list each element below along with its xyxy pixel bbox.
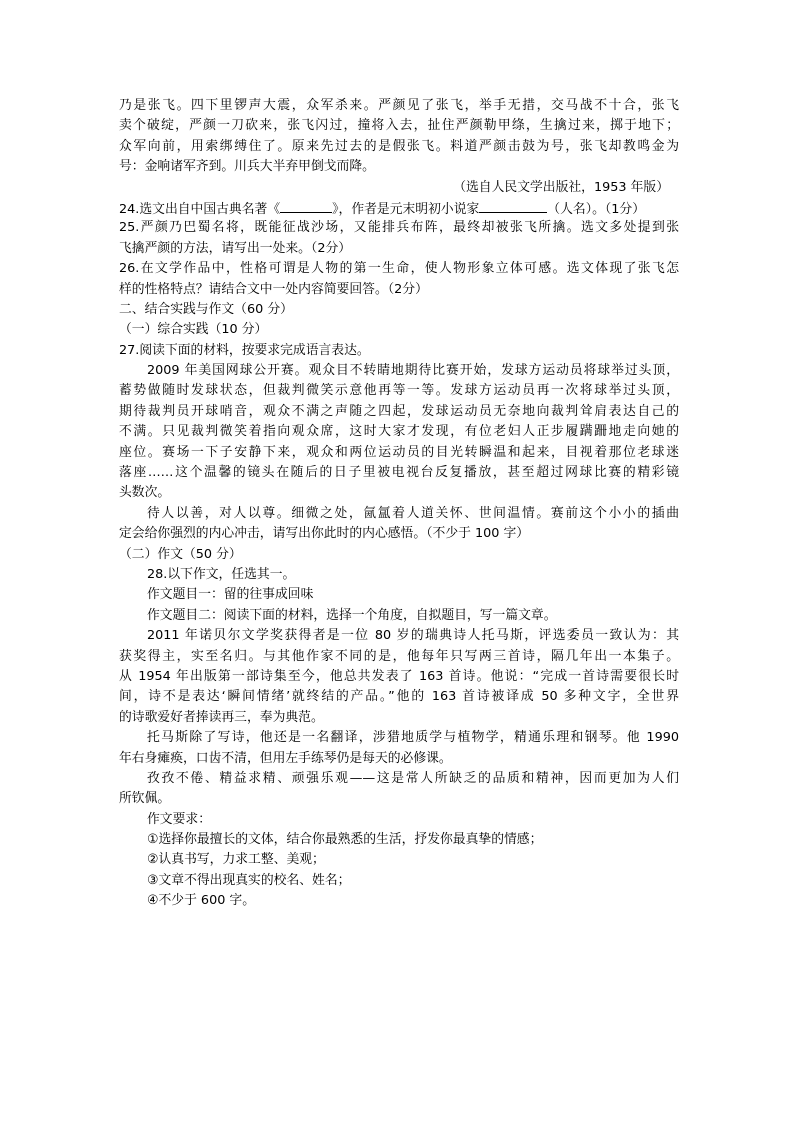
material-line: 2011 年诺贝尔文学奖获得者是一位 80 岁的瑞典诗人托马斯，评选委员一致认为：其 bbox=[147, 628, 679, 644]
passage-source: （选自人民文学出版社，1953 年版） bbox=[453, 179, 669, 195]
passage bbox=[119, 96, 679, 198]
answer-blank-book[interactable] bbox=[280, 198, 332, 213]
material-line: 所钦佩。 bbox=[119, 791, 171, 807]
essay-topic-2: 作文题目二：阅读下面的材料，选择一个角度，自拟题目，写一篇文章。 bbox=[147, 607, 557, 623]
material-line: 间，诗不是表达‘瞬间情绪’就终结的产品。”他的 163 首诗被译成 50 多种文字，全世界 bbox=[119, 689, 679, 705]
q27-task: 待人以善，对人以尊。细微之处，氤氲着人道关怀、世间温情。赛前这个小小的插曲 bbox=[147, 505, 679, 521]
question-25: 25.严颜乃巴蜀名将，既能征战沙场，又能排兵布阵，最终却被张飞所擒。选文多处提到张 bbox=[119, 220, 679, 236]
essay-topic-1: 作文题目一：留的往事成回味 bbox=[147, 587, 314, 603]
section-2-title: 二、结合实践与作文（60 分） bbox=[119, 301, 293, 317]
passage-line: 卖个破绽，严颜一刀砍来，张飞闪过，撞将入去，扯住严颜勒甲绦，生擒过来，掷于地下； bbox=[119, 118, 679, 134]
passage-line: 众军向前，用索绑缚住了。原来先过去的是假张飞。料道严颜击鼓为号，张飞却教鸣金为 bbox=[119, 138, 679, 154]
question-25-cont: 飞擒严颜的方法，请写出一处来。（2分） bbox=[119, 240, 352, 256]
material-line: 托马斯除了写诗，他还是一名翻译，涉猎地质学与植物学，精通乐理和钢琴。他 1990 bbox=[147, 730, 679, 746]
material-line: 期待裁判员开球哨音，观众不满之声随之四起，发球运动员无奈地向裁判耸肩表达自己的 bbox=[119, 403, 679, 419]
material-line: 从 1954 年出版第一部诗集至今，他总共发表了 163 首诗。他说：“完成一首诗需要很长时 bbox=[119, 668, 679, 684]
material-line: 不满。只见裁判微笑着指向观众席，这时大家才发现，有位老妇人正步履蹒跚地走向她的 bbox=[119, 424, 679, 440]
requirement-item: ①选择你最擅长的文体，结合你最熟悉的生活，抒发你最真挚的情感； bbox=[147, 832, 543, 848]
material-line: 获奖得主，实至名归。与其他作家不同的是，他每年只写两三首诗，隔几年出一本集子。 bbox=[119, 648, 679, 664]
question-24: 24.选文出自中国古典名著《 》，作者是元末明初小说家 （人名）。（1分） bbox=[119, 198, 679, 218]
requirement-item: ②认真书写，力求工整、美观； bbox=[147, 852, 325, 868]
exam-page bbox=[119, 96, 679, 912]
material-line: 落座……这个温馨的镜头在随后的日子里被电视台反复播放，甚至超过网球比赛的精彩镜 bbox=[119, 465, 679, 481]
requirement-item: ④不少于 600 字。 bbox=[147, 893, 256, 909]
subsection-2-title: （二）作文（50 分） bbox=[119, 546, 242, 562]
material-line: 的诗歌爱好者捧读再三，奉为典范。 bbox=[119, 709, 324, 725]
passage-line: 乃是张飞。四下里锣声大震，众军杀来。严颜见了张飞，举手无措，交马战不十合，张飞 bbox=[119, 98, 679, 113]
q27-task-cont: 定会给你强烈的内心冲击，请写出你此时的内心感悟。（不少于 100 字） bbox=[119, 526, 530, 542]
material-line: 蓄势做随时发球状态，但裁判微笑示意他再等一等。发球方运动员再一次将球举过头顶， bbox=[119, 383, 679, 399]
question-26: 26.在文学作品中，性格可谓是人物的第一生命，使人物形象立体可感。选文体现了张飞怎 bbox=[119, 261, 679, 277]
q27-material bbox=[119, 361, 679, 504]
essay-material bbox=[119, 626, 679, 810]
answer-blank-author[interactable] bbox=[479, 198, 547, 213]
material-line: 头数次。 bbox=[119, 485, 171, 501]
requirement-item: ③文章不得出现真实的校名、姓名； bbox=[147, 872, 351, 888]
subsection-1-title: （一）综合实践（10 分） bbox=[119, 322, 268, 338]
question-26-cont: 样的性格特点？请结合文中一处内容简要回答。（2分） bbox=[119, 281, 428, 297]
passage-line: 号：金响诸军齐到。川兵大半弃甲倒戈而降。 bbox=[119, 159, 375, 175]
material-line: 孜孜不倦、精益求精、顽强乐观——这是常人所缺乏的品质和精神，因而更加为人们 bbox=[147, 770, 679, 786]
question-27-title: 27.阅读下面的材料，按要求完成语言表达。 bbox=[119, 342, 370, 358]
requirements-title: 作文要求： bbox=[147, 811, 211, 827]
material-line: 2009 年美国网球公开赛。观众目不转睛地期待比赛开始，发球方运动员将球举过头顶， bbox=[147, 363, 679, 379]
question-28-title: 28.以下作文，任选其一。 bbox=[147, 566, 296, 582]
material-line: 座位。赛场一下子安静下来，观众和两位运动员的目光转瞬温和起来，目视着那位老球迷 bbox=[119, 444, 679, 460]
material-line: 年右身瘫痪，口齿不清，但用左手练琴仍是每天的必修课。 bbox=[119, 750, 452, 766]
